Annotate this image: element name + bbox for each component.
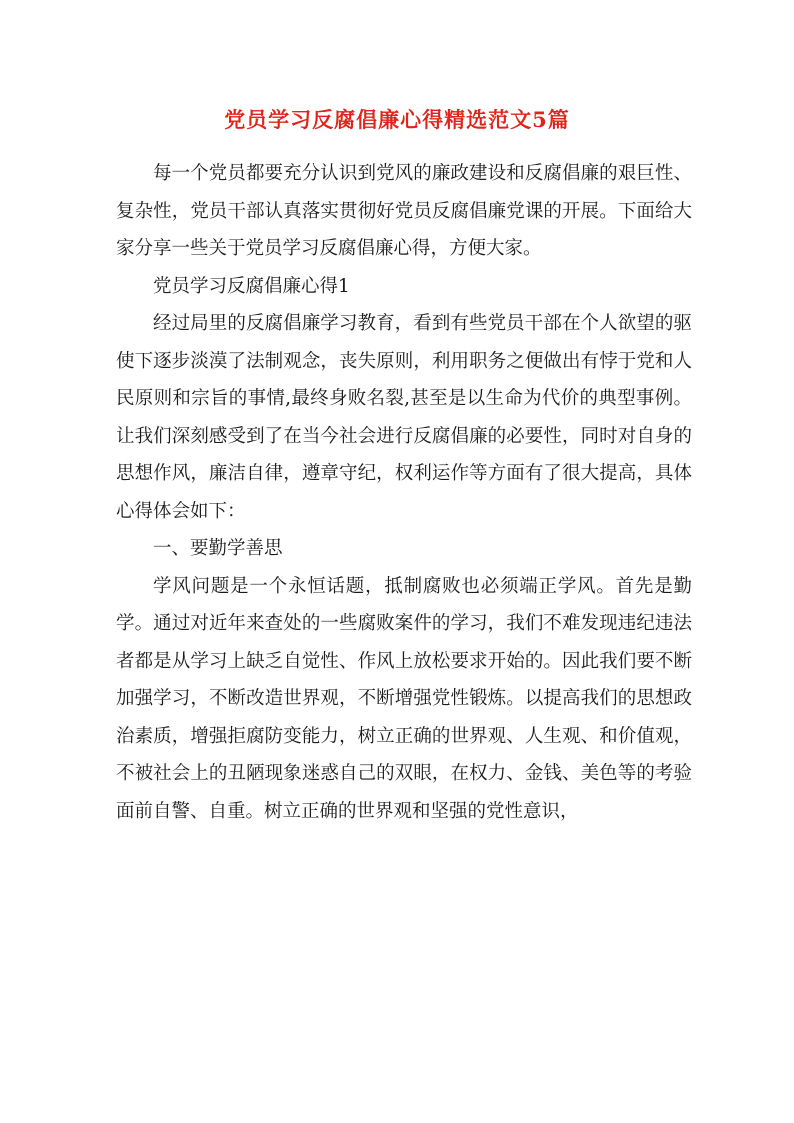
body-paragraph: 经过局里的反腐倡廉学习教育，看到有些党员干部在个人欲望的驱使下逐步淡漠了法制观念，丧失原则，利用职务之便做出有悖于党和人民原则和宗旨的事情,最终身败名裂,甚至是以生命为代价的典型事例。让我们深刻感受到了在当今社会进行反腐倡廉的必要性，同时对自身的思想作风，廉洁自律，遵章守纪，权利运作等方面有了很大提高，具体心得体会如下： [116, 313, 692, 522]
document-body [116, 155, 692, 830]
body-paragraph: 学风问题是一个永恒话题，抵制腐败也必须端正学风。首先是勤学。通过对近年来查处的一些腐败案件的学习，我们不难发现违纪违法者都是从学习上缺乏自觉性、作风上放松要求开始的。因此我们要不断加强学习，不断改造世界观，不断增强党性锻炼。以提高我们的思想政治素质，增强拒腐防变能力，树立正确的世界观、人生观、和价值观，不被社会上的丑陋现象迷惑自己的双眼，在权力、金钱、美色等的考验面前自警、自重。树立正确的世界观和坚强的党性意识， [116, 575, 692, 822]
section-heading-1: 党员学习反腐倡廉心得1 [153, 275, 350, 297]
intro-paragraph: 每一个党员都要充分认识到党风的廉政建设和反腐倡廉的艰巨性、复杂性，党员干部认真落实贯彻好党员反腐倡廉党课的开展。下面给大家分享一些关于党员学习反腐倡廉心得，方便大家。 [116, 163, 692, 259]
document-title: 党员学习反腐倡廉心得精选范文5篇 [224, 107, 570, 132]
subsection-heading-1: 一、要勤学善思 [153, 538, 283, 559]
